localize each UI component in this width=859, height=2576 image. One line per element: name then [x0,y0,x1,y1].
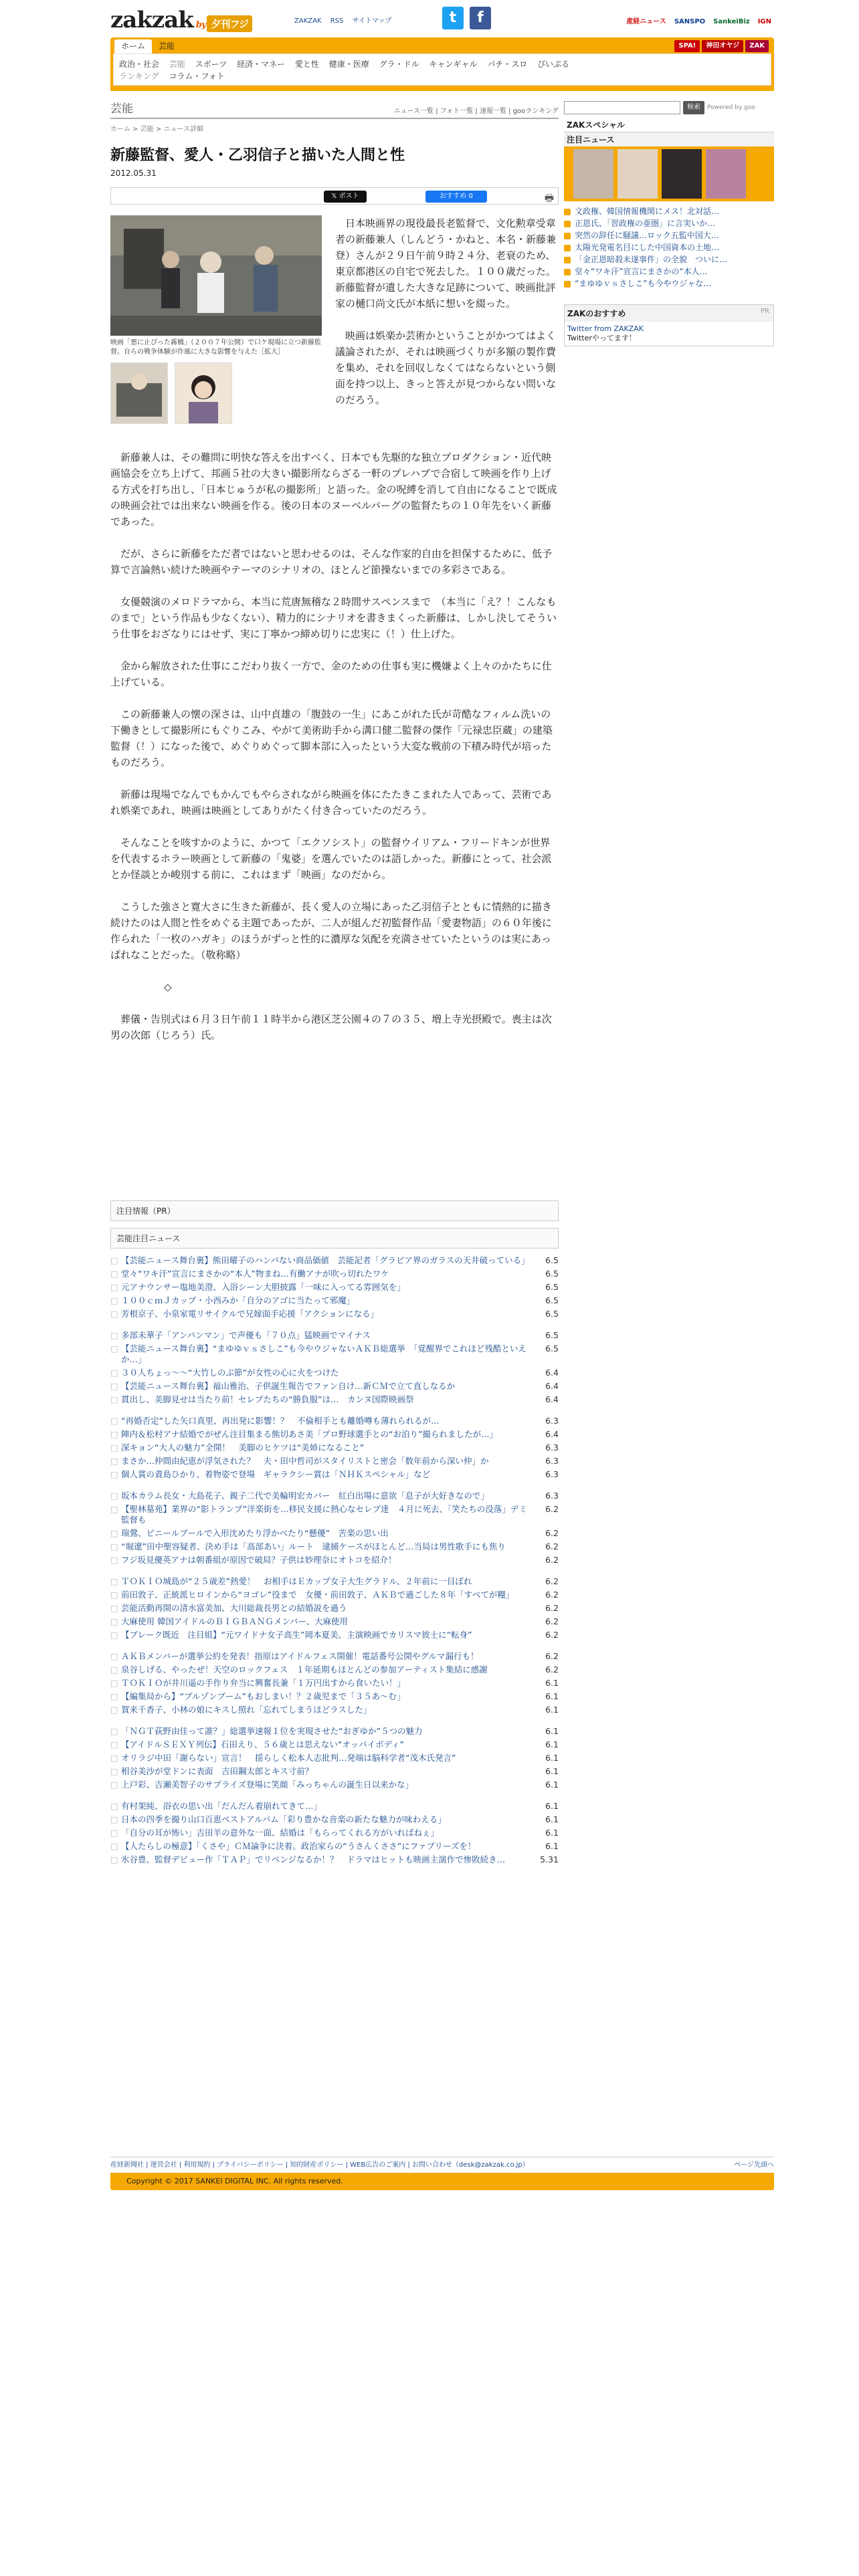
related-news [110,1200,559,1868]
bullet-icon: □ [110,1753,118,1763]
list-item[interactable] [110,1766,559,1777]
recommend-box [564,304,774,346]
notice-title: 注目ニュース [564,132,774,146]
list-item[interactable] [110,1416,559,1426]
list-item[interactable] [110,1828,559,1838]
news-link[interactable]: 多部未華子「アンパンマン」で声優も「７０点」猛映画でマイナス [121,1330,371,1340]
list-item[interactable] [110,1282,559,1293]
news-date: 6.1 [545,1841,559,1851]
bullet-icon: □ [110,1665,118,1675]
facebook-icon[interactable]: f [470,7,491,29]
search-input[interactable] [564,101,680,114]
news-date: 6.2 [545,1504,559,1514]
list-item[interactable]: 突然の辞任に騒議…ロック五監中国大… [564,229,774,241]
site-header [110,0,774,37]
news-date: 6.4 [545,1368,559,1378]
news-date: 6.2 [545,1555,559,1565]
list-item[interactable] [110,1295,559,1306]
main-content [110,100,559,1864]
tab-home[interactable]: ホーム [114,39,152,53]
list-item[interactable] [110,1739,559,1750]
bullet-icon: □ [110,1255,118,1265]
list-spacer [110,1408,559,1416]
news-link[interactable]: 個人賞の責島ひかり、着物姿で登場 ギャラクシー賞は「ＮＨＫスペシャル」など [121,1469,431,1479]
partner-sankei-news[interactable]: 産経ニュース [626,18,666,25]
section-header [110,100,559,119]
list-item[interactable] [110,1590,559,1600]
news-link[interactable]: “堀遼”田中聖容疑者、決め手は「高部あい」ルート 逮捕ケースがほとんど…当局は男性歌手にも焦り [121,1541,506,1551]
list-item[interactable] [110,1678,559,1689]
news-link[interactable]: 陣内＆松村アナ結婚でがぜん注目集まる熊切あさ美「プロ野球選手との“お泊り”撮られましたが…」 [121,1429,498,1439]
header-links [294,15,398,25]
news-date: 6.3 [545,1416,559,1426]
bullet-icon: □ [110,1814,118,1824]
news-link[interactable]: オリラジ中田「謝らない」宣言！ 揺らしく松本人志批判…発端は脳科学者“茂木氏発言” [121,1753,456,1763]
nav-column-photo[interactable]: コラム・フォト [169,72,225,81]
article-photo [110,215,322,424]
list-item[interactable] [110,1854,559,1865]
list-spacer [110,1322,559,1330]
facebook-recommend-button[interactable]: おすすめ 0 [425,191,487,203]
news-link[interactable]: “再婚否定”した矢口真里、再出発に影響！？ 不倫相手とも離婚噂も薄れられるが… [121,1416,440,1426]
breadcrumb[interactable]: ホーム > 芸能 > ニュース詳細 [110,126,203,133]
list-item[interactable] [110,1469,559,1480]
list-item[interactable] [110,1330,559,1341]
news-date: 6.4 [545,1394,559,1404]
news-date: 6.4 [545,1429,559,1439]
news-link[interactable]: 日本の四季を撮り山口百恵ベストアルバム「彩り豊かな音楽の新たな魅力が味わえる」 [121,1814,446,1824]
bullet-icon: □ [110,1269,118,1279]
news-link[interactable]: 前田敦子、正統派ヒロインから“ヨゴレ”役まで 女優・前田敦子、ＡＫＢで過ごした８年「すべてが糧」 [121,1590,514,1600]
search-button[interactable]: 検索 [683,101,704,114]
photo-thumbnail[interactable] [175,362,232,424]
partner-links [624,15,774,29]
news-date: 6.2 [545,1630,559,1640]
partner-sanspo[interactable]: SANSPO [674,18,706,25]
list-item[interactable] [110,1665,559,1675]
bullet-icon: □ [110,1330,118,1340]
news-link[interactable]: ＴＯＫＩＯが井川遥の手作り弁当に興奮長兼「１万円出すから食いたい！」 [121,1678,406,1688]
bullet-icon: □ [110,1541,118,1551]
bullet-icon: □ [110,1282,118,1292]
news-date: 6.2 [545,1603,559,1613]
news-date: 6.1 [545,1678,559,1688]
header-link-sitemap[interactable]: サイトマップ [352,17,392,25]
section-name: 芸能 [110,102,133,116]
bullet-icon: □ [110,1590,118,1600]
news-link[interactable]: 「自分の耳が怖い」吉田羊の意外な一面、結婚は「もらってくれる方がいればねぇ」 [121,1828,440,1838]
category-menu [113,53,771,86]
list-item[interactable]: 堂々“ワキ汗”宣言にまさかの“本人… [564,265,774,278]
ranking-list [110,1255,559,1865]
list-item[interactable]: 太陽光発電名目にした中国資本の土地… [564,241,774,253]
news-date: 6.1 [545,1705,559,1715]
article-paragraph: 映画は娯楽か芸術かということがかつてはよく議論されたが、それは映画づくりが多額の製作費を集め、それを回収しなくてはならないという側面を持つ以上、きっと答えが見つからない問いなのだろう。 [335,330,557,406]
bullet-icon: □ [110,1504,118,1514]
news-link[interactable]: フジ坂見優英アナは朝番組が原因で破局？子供は妙理奈にオトコを紹介！ [121,1555,397,1565]
news-date: 6.1 [545,1801,559,1811]
list-item[interactable] [110,1255,559,1266]
news-date: 6.3 [545,1469,559,1479]
news-date: 6.1 [545,1691,559,1701]
bullet-icon: □ [110,1528,118,1538]
list-item[interactable] [110,1651,559,1662]
article-paragraph: だが、さらに新藤をただ者ではないと思わせるのは、そんな作家的自由を担保するために、低予算で言論熱い続けた映画やテーマのシナリオの、ほとんど節操ないまでの多彩さである。 [110,548,553,576]
banner-zak[interactable]: ZAK [745,40,769,52]
bullet-icon: □ [110,1603,118,1613]
list-spacer [110,1718,559,1726]
list-item[interactable] [110,1630,559,1640]
list-item[interactable] [110,1528,559,1539]
news-link[interactable]: 【ブレーク既近 注目組】“元ワイドナ女子高生”岡本夏美、主演映画でカリスマ彼士に“転身” [121,1630,472,1640]
article-paragraph: 金から解放された仕事にこだわり抜く一方で、金のための仕事も実に機嫌よく上々のかたちに仕上げている。 [110,660,552,688]
news-date: 6.2 [545,1616,559,1626]
news-date: 6.2 [545,1576,559,1586]
banner-kanda-oyaji[interactable]: 神田オヤジ [702,40,743,52]
copyright: Copyright © 2017 SANKEI DIGITAL INC. All rights reserved. [110,2173,774,2190]
bullet-icon: □ [110,1429,118,1439]
nav-health[interactable]: 健康・医療 [328,60,369,69]
bullet-icon: □ [110,1828,118,1838]
site-logo[interactable]: zakzak by 夕刊フジ [110,7,252,33]
news-link[interactable]: 氷谷豊、監督デビュー作「ＴＡＰ」でリベンジなるか！？ ドラマはヒットも映画主演作で惨敗続き… [121,1854,506,1864]
list-item[interactable] [110,1344,559,1365]
news-date: 6.1 [545,1726,559,1736]
nav-gravure[interactable]: グラ・ドル [379,60,419,69]
bullet-icon: □ [110,1766,118,1776]
news-date: 6.5 [545,1309,559,1319]
news-date: 6.2 [545,1590,559,1600]
search-form [564,100,774,115]
bullet-icon: □ [110,1705,118,1715]
twitter-widget-link[interactable]: Twitter from ZAKZAK [567,324,644,333]
page-top-link[interactable]: ページ先頭へ [734,2161,774,2169]
bullet-icon: □ [110,1726,118,1736]
bullet-icon: □ [110,1368,118,1378]
bullet-icon: □ [110,1854,118,1864]
main-photo[interactable] [110,215,322,336]
bullet-icon: □ [110,1491,118,1501]
news-date: 6.5 [545,1282,559,1292]
news-date: 6.3 [545,1442,559,1453]
list-item[interactable] [110,1555,559,1566]
article-paragraph: 新藤は現場でなんでもかんでもやらされながら映画を体にたたきこまれた人であって、芸術であれ娯楽であれ、映画は映画としてありがたく付き合っていたのだろう。 [110,788,552,817]
news-date: 6.5 [545,1330,559,1340]
news-link[interactable]: 【編集局から】“ブルゾンブーム”もおしまい！？２歳児まで「３５あ～む」 [121,1691,405,1701]
news-date: 6.1 [545,1828,559,1838]
bullet-icon: □ [110,1678,118,1688]
news-date: 6.1 [545,1766,559,1776]
notice-list [564,205,774,290]
article-paragraph: こうした強さと寛大さに生きた新藤が、長く愛人の立場にあった乙羽信子とともに情熱的に描き続けたのは人間と性をめぐる主題であったが、二人が組んだ初監督作品「愛妻物語」の６０年後に作られた「一枚のハガキ」のほうがずっと性的に濃厚な気配を充満させていたというのは実にあっぱれなことだった。（敬称略） [110,901,552,961]
header-link-rss[interactable]: RSS [330,17,344,25]
bullet-icon: □ [110,1456,118,1466]
list-item[interactable] [110,1841,559,1852]
list-item[interactable] [110,1780,559,1790]
list-item[interactable] [110,1368,559,1378]
nav-entertainment[interactable]: 芸能 [169,60,185,69]
header-link-zakzak[interactable]: ZAKZAK [294,17,322,25]
news-date: 6.2 [545,1651,559,1661]
bullet-icon: □ [110,1394,118,1404]
article-paragraph: 新藤兼人は、その難問に明快な答えを出すべく、日本でも先駆的な独立プロダクション・近代映画協会を立ち上げて、邦画５社の大きい撮影所ならざる一軒のプレハブで合宿して映画を作り上げる方式を打ち出し、「日本じゅうが私の撮影所」と語った。金の呪縛を消して自由になることで既成の映画会社では出来ない映画を作る。後の日本のヌーベルバーグの監督たちの１０年先をいく新藤であった。 [110,451,557,528]
news-date: 5.31 [540,1854,559,1864]
bullet-icon: □ [110,1780,118,1790]
twitter-widget-text: Twitterやってます！ [567,334,636,342]
news-link[interactable]: 元アナウンサー塩地美澄、入浴シーン大胆披露「一味に入ってる雰囲気を」 [121,1282,405,1292]
article-paragraph: 葬儀・告別式は６月３日午前１１時半から港区芝公園４の７の３５、増上寺光摂殿で。喪主は次男の次郎（じろう）氏。 [110,1013,552,1041]
article-title: 新藤監督、愛人・乙羽信子と描いた人間と性 [110,147,405,164]
news-link[interactable]: 【人たらしの極意】「くさや」ＣＭ論争に決着。政治家らの“うさんくささ”にファブリーズを！ [121,1841,476,1851]
nav-politics[interactable]: 政治・社会 [119,60,160,69]
partner-ign[interactable]: IGN [757,18,771,25]
list-item[interactable] [110,1309,559,1319]
news-date: 6.1 [545,1739,559,1749]
special-title: ZAKスペシャル [564,118,774,132]
list-item[interactable] [110,1491,559,1501]
news-link[interactable]: まさか…仲間由紀恵が浮気された？ 夫・田中哲司がスタイリストと密会「数年前から深い仲」か [121,1456,489,1466]
list-item[interactable] [110,1269,559,1279]
news-link[interactable]: 大麻使用 韓国アイドルのＢＩＧＢＡＮＧメンバー、大麻使用 [121,1616,348,1626]
partner-sankeibiz[interactable]: SankeiBiz [713,18,750,25]
news-link[interactable]: 芳根京子、小泉家電リサイクルで兄嫁面手応援「アクションになる」 [121,1309,379,1319]
bullet-icon: □ [110,1295,118,1305]
list-spacer [110,1483,559,1491]
bullet-icon: □ [110,1801,118,1811]
bullet-icon: □ [110,1309,118,1319]
nav-love[interactable]: 愛と性 [294,60,319,69]
list-item[interactable]: 正恩氏、「習政権の亜圏」に言実いか… [564,217,774,229]
list-item[interactable]: 「金正恩暗殺未遂事件」の全貌 ついに… [564,253,774,265]
news-link[interactable]: 「ＮＧＴ荻野由佳って誰？」総選挙速報１位を実現させた“おぎゆか”５つの魅力 [121,1726,423,1736]
list-item[interactable] [110,1603,559,1614]
article-paragraph: そんなことを咳すかのように、かつて「エクソシスト」の監督ウイリアム・フリードキンが世界を代表するホラー映画として新藤の「鬼婆」を選んでいたのは語しかった。新藤にとって、社会派とか怪談とか峻別する前に、これはまず「映画」なのだから。 [110,837,552,881]
bullet-icon: □ [110,1691,118,1701]
bullet-icon: □ [110,1381,118,1391]
news-date: 6.5 [545,1344,559,1354]
sidebar [564,100,774,346]
news-link[interactable]: 【芸能ニュース舞台裏】福山雅治、子供誕生報告でファン自け…新ＣＭで立て直しなるか [121,1381,456,1391]
list-item[interactable] [110,1691,559,1702]
news-link[interactable]: 坂本カラム長女・大島花子、親子二代で美輪明宏カバー 紅白出場に意欲「息子が大好きなので」 [121,1491,489,1501]
news-date: 6.3 [545,1456,559,1466]
bullet-icon: □ [110,1576,118,1586]
news-link[interactable]: 泉谷しげる、やったぜ！天空のロックフェス １年延期もほとんどの参加アーティスト集結に感謝 [121,1665,488,1675]
news-date: 6.5 [545,1255,559,1265]
list-item[interactable] [110,1442,559,1453]
list-spacer [110,1793,559,1801]
news-date: 6.4 [545,1381,559,1391]
list-item[interactable] [110,1814,559,1825]
bullet-icon: □ [110,1616,118,1626]
bullet-icon: □ [110,1841,118,1851]
news-link[interactable]: 【芸能ニュース舞台裏】熊田曜子のハンパない商品価値 芸能記者「グラビア界のガラスの天井破っている」 [121,1255,530,1265]
nav-people[interactable]: ぴいぷる [537,60,570,69]
news-link[interactable]: 相谷美沙が堂ドンに表面 吉田鋼太郎とキス寸前？ [121,1766,314,1776]
photo-thumbnail[interactable] [110,362,168,424]
nav-economy[interactable]: 経済・マネー [237,60,286,69]
list-item[interactable] [110,1541,559,1552]
print-icon[interactable]: 🖶 [544,192,554,204]
pr-label: PR [761,308,769,315]
list-item[interactable] [110,1456,559,1467]
recommend-title: ZAKのおすすめ [567,309,626,318]
site-footer [110,2157,774,2190]
bullet-icon: □ [110,1555,118,1565]
list-item[interactable] [110,1576,559,1587]
news-link[interactable]: 有村架純、浴衣の思い出「だんだん着崩れてきて…」 [121,1801,322,1811]
news-link[interactable]: 上戸彩、吉瀬美智子のサプライズ登場に笑顔「みっちゃんの誕生日以来かな」 [121,1780,414,1790]
news-link[interactable]: 瑞鶯、ビニールブールで入形沈めたり浮かべたり“懸優” 苦楽の思い出 [121,1528,389,1538]
bullet-icon: □ [110,1469,118,1479]
list-item[interactable] [110,1753,559,1763]
ranking-header: 芸能注目ニュース [110,1228,559,1249]
global-nav [110,37,774,91]
twitter-icon[interactable]: t [442,7,464,29]
bullet-icon: □ [110,1630,118,1640]
nav-sports[interactable]: スポーツ [195,60,227,69]
nav-pachinko[interactable]: パチ・スロ [487,60,528,69]
news-link[interactable]: １００ｃｍＪカップ・小西みか「自分のアゴに当たって邪魔」 [121,1295,355,1305]
news-link[interactable]: 芸能活動再開の清水富美加、大川総裁長男との結婚説を過う [121,1603,347,1613]
news-date: 6.2 [545,1541,559,1551]
news-link[interactable]: 深キョン“大人の魅力”全開！ 美脚のヒケツは“美姉になること” [121,1442,365,1453]
banner-spa[interactable]: SPA! [674,40,700,52]
news-date: 6.1 [545,1780,559,1790]
bullet-icon: □ [110,1739,118,1749]
news-date: 6.2 [545,1665,559,1675]
bullet-icon: □ [110,1416,118,1426]
list-item[interactable]: “まゆゆｖｓさしこ”も今やウジャな… [564,278,774,290]
nav-ranking[interactable]: ランキング [119,72,159,81]
news-link[interactable]: 【芸能ニュース舞台裏】“まゆゆｖｓさしこ”も今やウジャないＡＫＢ総選挙 「覚醒界でこれほど残酷といえか…」 [121,1344,527,1364]
news-date: 6.2 [545,1528,559,1538]
search-powered-by: Powered by goo [707,104,755,111]
list-item[interactable] [110,1429,559,1440]
list-spacer [110,1643,559,1651]
list-item[interactable] [110,1616,559,1627]
list-item[interactable] [110,1705,559,1715]
pr-header: 注目情報（PR） [110,1200,559,1221]
special-banner[interactable] [564,146,774,201]
article-date: 2012.05.31 [110,169,157,178]
list-item[interactable]: 文政権、韓国情報機関にメス！北対話… [564,205,774,217]
bullet-icon: □ [110,1344,118,1354]
news-link[interactable]: 【聖林墓苑】業界の“影トランプ”洋楽街を…移民支援に熱心なセレブ達 ４月に死去、「笑たちの没落」デミ監督も [121,1504,527,1525]
news-date: 6.3 [545,1491,559,1501]
photo-caption: 映画「悪に止ぴった霧橋」（２００７年公開）で口ケ現場に立つ新藤監督。自らの戦争体験が作風に大きな影響を与えた［拡大］ [110,339,321,356]
list-spacer [110,1568,559,1576]
x-post-button[interactable]: 𝕏 ポスト [324,191,367,203]
news-link[interactable]: 堂々“ワキ汗”宣言にまさかの“本人”物まね…有働アナが吹っ切れたワケ [121,1269,389,1279]
list-item[interactable] [110,1394,559,1405]
section-links[interactable]: ニュース一覧 | フォト一覧 | 速報一覧 | gooランキング [393,108,559,115]
news-link[interactable]: ３０人ちょっ～～“大竹しのぶ節”が女性の心に火をつけた [121,1368,339,1378]
share-bar [110,187,559,205]
list-item[interactable] [110,1504,559,1525]
list-item[interactable] [110,1801,559,1812]
nav-campaign-girl[interactable]: キャンギャル [429,60,478,69]
news-link[interactable]: ＴＯＫＩＯ城島が“２５歳差”熱愛！ お相手はＥカップ女子大生グラドル、２年前に一目ぼれ [121,1576,472,1586]
news-date: 6.5 [545,1269,559,1279]
bullet-icon: □ [110,1442,118,1453]
news-date: 6.1 [545,1753,559,1763]
news-date: 6.1 [545,1814,559,1824]
list-item[interactable] [110,1726,559,1737]
tab-entertainment[interactable]: 芸能 [159,41,175,51]
news-date: 6.5 [545,1295,559,1305]
news-link[interactable]: 賀来千香子、小林の娘にキスし照れ「忘れてしまうほどラスした」 [121,1705,372,1715]
news-link[interactable]: 【アイドルＳＥＸＹ列伝】石田えり、５６歳とは思えない“オッパイボディ” [121,1739,404,1749]
news-link[interactable]: 貫出し、美脚見せは当たり前！セレブたちの“勝負服”は… カンヌ国際映画祭 [121,1394,414,1404]
footer-links[interactable]: 産経新聞社 | 運営会社 | 利用規約 | プライバシーポリシー | 知的財産ポリシー | WEB広告のご案内 | お問い合わせ（desk@zakzak.co.jp） [110,2161,529,2169]
article-paragraph: 女優競演のメロドラマから、本当に荒唐無稽な２時間サスペンスまで （本当に「え？！こんなものまで」という作品も少なくない）、精力的にシナリオを書きまくった新藤は、しかし決してそういう仕事をおざなりにはせず、実に丁寧かつ締め切りに忠実に（！）仕上げた。 [110,596,557,640]
bullet-icon: □ [110,1651,118,1661]
list-item[interactable] [110,1381,559,1392]
news-link[interactable]: ＡＫＢメンバーが選挙公約を発表！指原はアイドルフェス開催！電話番号公開やグルマ漏行も！ [121,1651,479,1661]
article-paragraph: 日本映画界の現役最長老監督で、文化勲章受章者の新藤兼人（しんどう・かねと、本名・新藤兼登）さんが２９日午前９時２４分、老衰のため、東京都港区の自宅で死去した。１００歳だった。新藤監督が遺した大きな足跡について、映画批評家の樋口尚文氏が本紙に想いを綴った。 [335,217,557,310]
article-paragraph: この新藤兼人の懐の深さは、山中貞雄の「腹鼓の一生」にあこがれた氏が苛酷なフィルム洗いの下働きとして撮影所にもぐりこみ、やがて美術助手から溝口健二監督の傑作「元禄忠臣蔵」の建築監督（！）になった後で、めぐりめぐって脚本部に入ったという大変な戦前の下積み時代が培ったものだろう。 [110,708,553,768]
article-separator: ◇ [164,981,172,993]
